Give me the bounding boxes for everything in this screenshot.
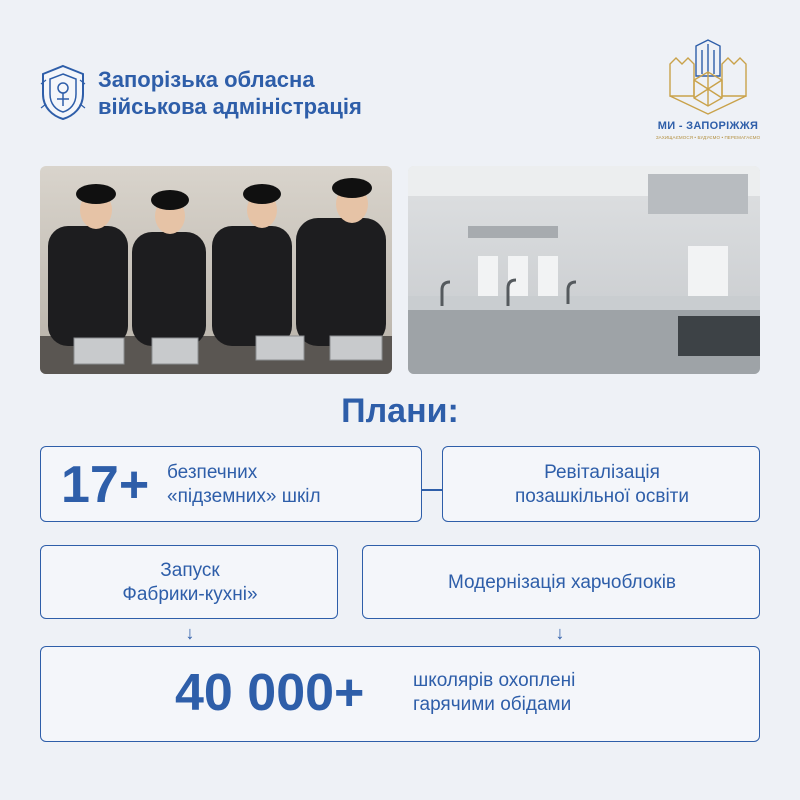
connector-line [422, 489, 442, 491]
brand-name: МИ - ЗАПОРІЖЖЯ [657, 120, 759, 132]
plan-box-underground-schools [40, 446, 422, 522]
underground-schools-text [167, 461, 321, 509]
kitchen-staff-photo [40, 166, 392, 374]
city-skyline-logo-icon [666, 36, 750, 116]
plans-title: Плани: [341, 392, 459, 430]
coat-of-arms-icon [38, 64, 88, 120]
plan-box-hot-meals [40, 646, 760, 742]
hot-meals-line2: гарячими обідами [413, 694, 572, 715]
factory-kitchen-line1: Запуск [160, 560, 220, 581]
arrow-down-icon: ↓ [185, 623, 195, 643]
hot-meals-number: 40 000+ [175, 664, 365, 722]
org-name-line2: військова адміністрація [98, 94, 362, 119]
revitalization-text [443, 461, 761, 509]
revitalization-line2: позашкільної освіти [515, 486, 689, 507]
plan-box-factory-kitchen [40, 545, 338, 619]
arrow-down-icon: ↓ [555, 623, 565, 643]
hot-meals-line1: школярів охоплені [413, 670, 576, 691]
hot-meals-text [413, 669, 575, 717]
plan-box-revitalization [442, 446, 760, 522]
underground-schools-number: 17+ [61, 456, 150, 514]
org-name-line1: Запорізька обласна [98, 67, 315, 92]
brand-tagline: ЗАХИЩАЄМОСЯ • БУДУЄМО • ПЕРЕМАГАЄМО [655, 135, 761, 140]
underground-schools-line2: «підземних» шкіл [167, 486, 321, 507]
header [0, 0, 800, 160]
org-name [98, 66, 362, 120]
factory-kitchen-line2: Фабрики-кухні» [122, 584, 258, 605]
brand-block [648, 36, 768, 148]
modernization-text: Модернізація харчоблоків [447, 572, 677, 593]
underground-schools-line1: безпечних [167, 462, 258, 483]
revitalization-line1: Ревіталізація [544, 462, 660, 483]
plan-box-modernization [362, 545, 760, 619]
factory-kitchen-text [41, 559, 339, 607]
industrial-kitchen-photo [408, 166, 760, 374]
